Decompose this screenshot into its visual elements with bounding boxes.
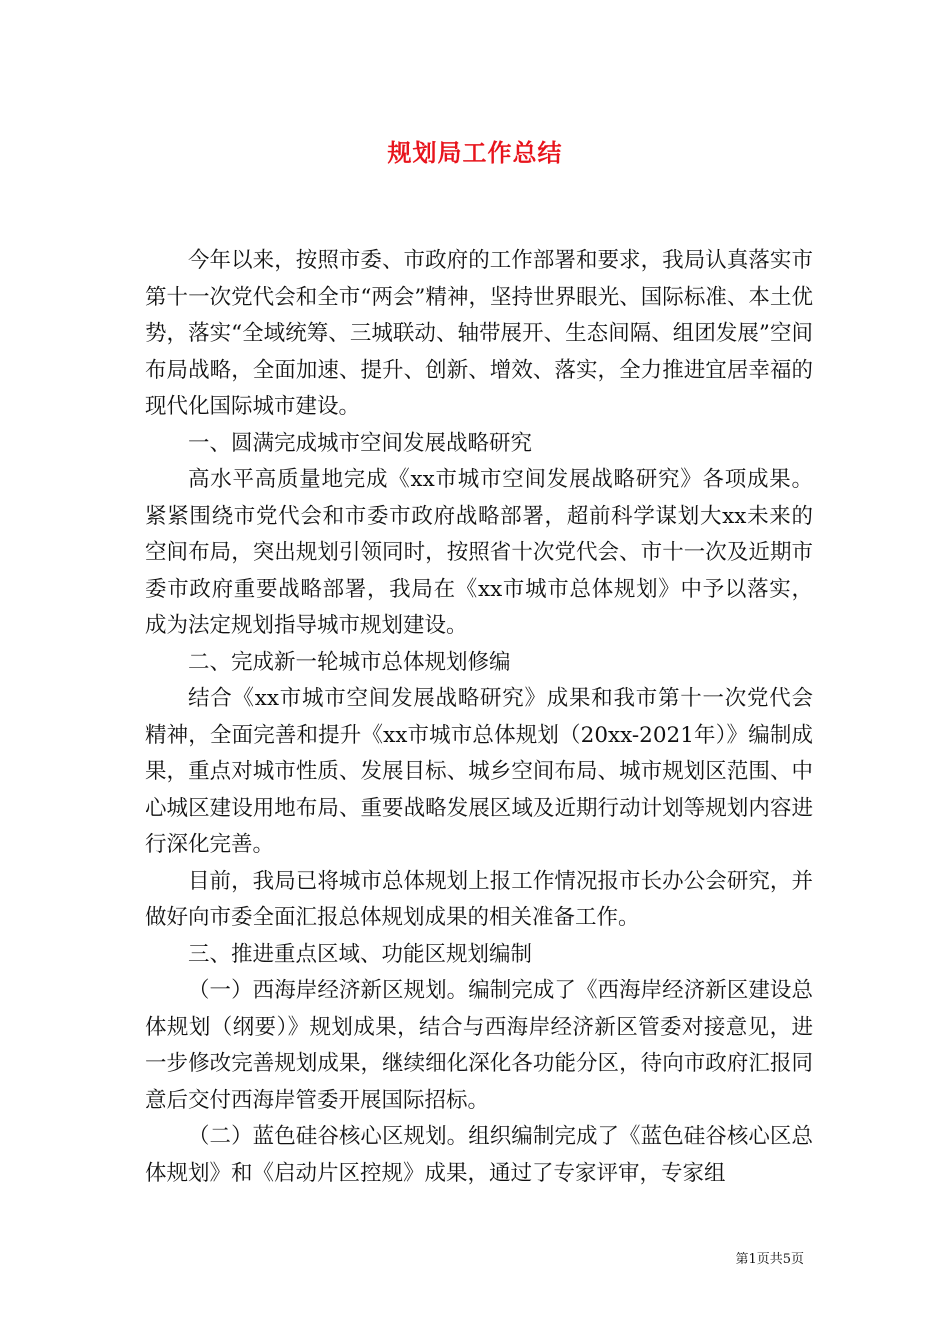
section-heading-2: 二、完成新一轮城市总体规划修编 [188, 649, 511, 675]
paragraph-section-2: 结合《xx市城市空间发展战略研究》成果和我市第十一次党代会精神，全面完善和提升《xx市城市总体规划（20xx-2021年）》编制成果，重点对城市性质、发展目标、城乡空间布局、城市规划区范围、中心城区建设用地布局、重要战略发展区域及近期行动计划等规划内容进行深化完善。 [145, 686, 813, 857]
section-heading-3: 三、推进重点区域、功能区规划编制 [188, 941, 533, 967]
paragraph-section-1: 高水平高质量地完成《xx市城市空间发展战略研究》各项成果。紧紧围绕市党代会和市委市政府战略部署，超前科学谋划大xx未来的空间布局，突出规划引领同时，按照省十次党代会、市十一次及近期市委市政府重要战略部署，我局在《xx市城市总体规划》中予以落实，成为法定规划指导城市规划建设。 [145, 467, 813, 638]
page-number: 第1页共5页 [735, 1252, 804, 1267]
section-heading-1: 一、圆满完成城市空间发展战略研究 [188, 430, 533, 456]
document-title: 规划局工作总结 [387, 139, 563, 167]
paragraph-intro: 今年以来，按照市委、市政府的工作部署和要求，我局认真落实市第十一次党代会和全市“两会”精神，坚持世界眼光、国际标准、本土优势，落实“全域统筹、三城联动、轴带展开、生态间隔、组团发展”空间布局战略，全面加速、提升、创新、增效、落实，全力推进宜居幸福的现代化国际城市建设。 [145, 248, 813, 419]
paragraph-section-3-item-1: （一）西海岸经济新区规划。编制完成了《西海岸经济新区建设总体规划（纲要）》规划成果，结合与西海岸经济新区管委对接意见，进一步修改完善规划成果，继续细化深化各功能分区，待向市政府汇报同意后交付西海岸管委开展国际招标。 [145, 978, 813, 1113]
paragraph-section-3-item-2: （二）蓝色硅谷核心区规划。组织编制完成了《蓝色硅谷核心区总体规划》和《启动片区控规》成果，通过了专家评审，专家组 [145, 1124, 813, 1186]
document-body [145, 243, 813, 1192]
paragraph-section-2-status: 目前，我局已将城市总体规划上报工作情况报市长办公会研究，并做好向市委全面汇报总体规划成果的相关准备工作。 [145, 868, 813, 930]
